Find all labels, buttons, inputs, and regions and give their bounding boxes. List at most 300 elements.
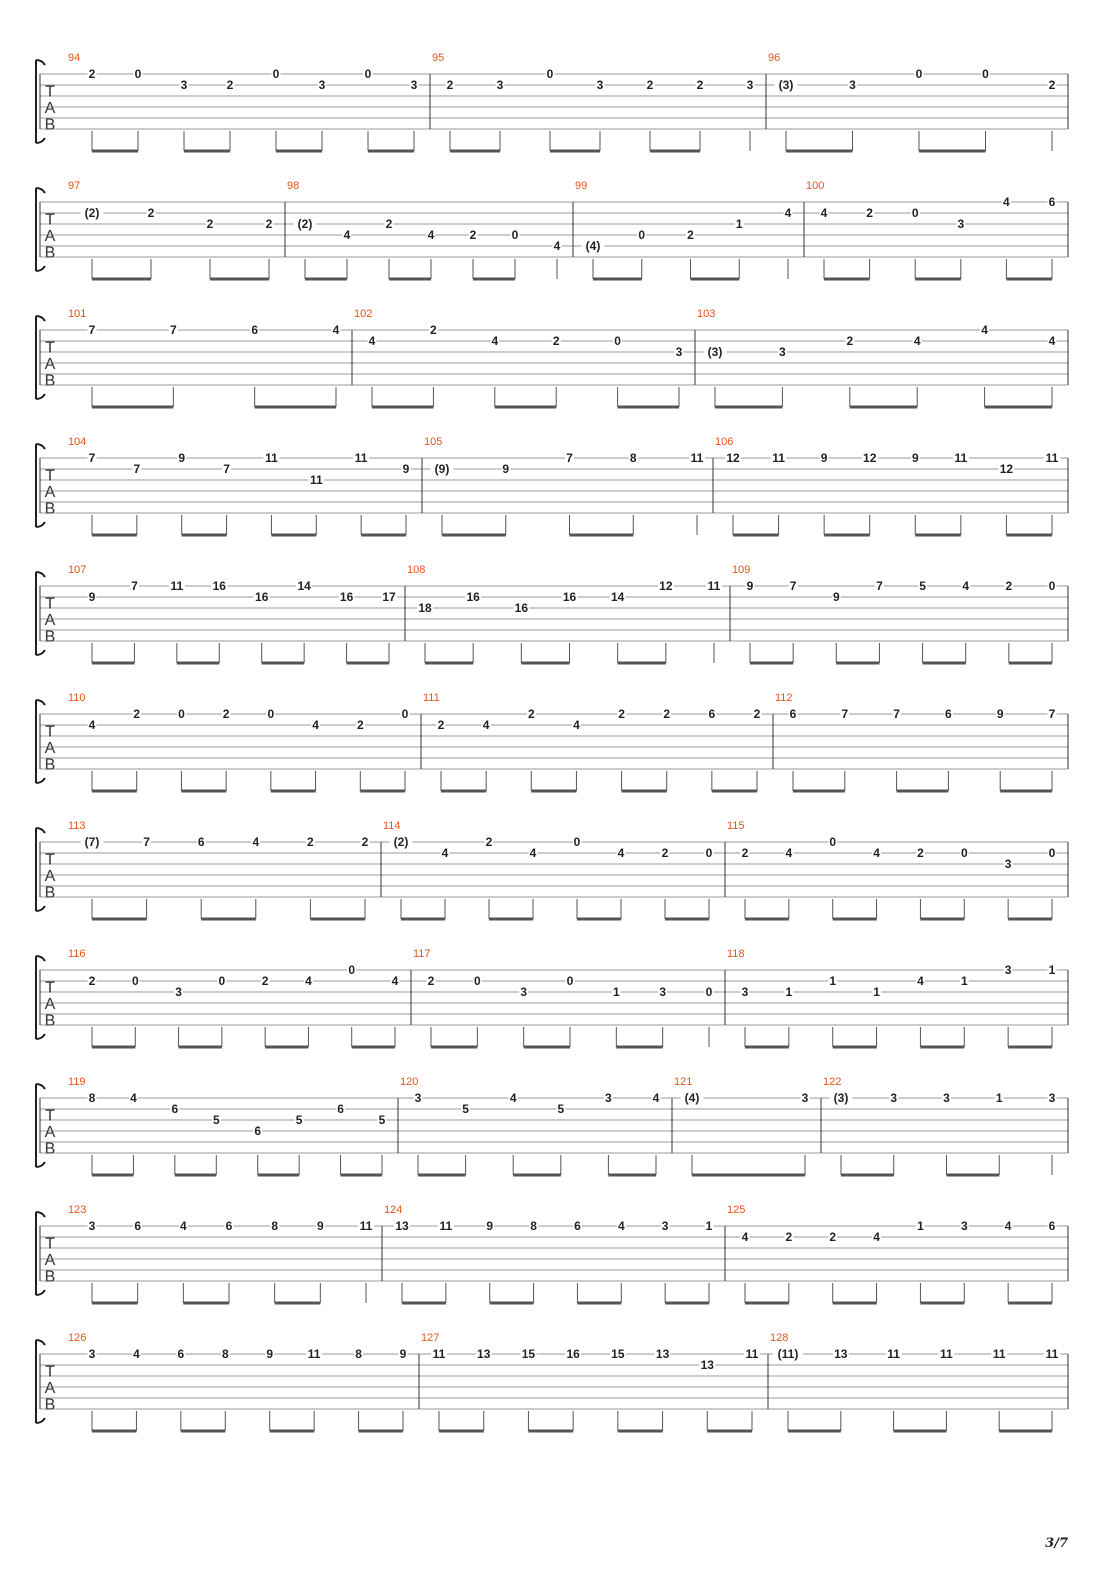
fret-number: 3 (1004, 963, 1012, 977)
fret-number: 3 (741, 985, 749, 999)
fret-number: 1 (1048, 963, 1056, 977)
bracket-bottom-hook (36, 394, 45, 399)
fret-number: 2 (206, 217, 214, 231)
fret-number: 2 (1005, 579, 1013, 593)
fret-number: 0 (364, 67, 372, 81)
fret-number: 0 (1048, 579, 1056, 593)
fret-number: 2 (261, 974, 269, 988)
fret-number: 2 (646, 78, 654, 92)
fret-number: 11 (170, 579, 184, 593)
fret-number: 3 (801, 1091, 809, 1105)
measure-number: 107 (68, 564, 87, 576)
fret-number: (4) (585, 239, 601, 253)
fret-number: 9 (746, 579, 754, 593)
tab-clef-letter: T (45, 979, 55, 997)
fret-number: 3 (1048, 1091, 1056, 1105)
tab-clef-letter: A (44, 484, 56, 501)
fret-number: 4 (962, 579, 970, 593)
fret-number: 0 (705, 985, 713, 999)
fret-number: 4 (391, 974, 399, 988)
fret-number: 9 (266, 1347, 274, 1361)
fret-number: 11 (265, 451, 278, 465)
fret-number: 2 (361, 835, 369, 849)
fret-number: 11 (992, 1347, 1006, 1361)
fret-number: 6 (1048, 1219, 1056, 1233)
measure-number: 114 (383, 820, 401, 832)
fret-number: 15 (521, 1347, 536, 1361)
fret-number: 6 (1048, 195, 1056, 209)
fret-number: 1 (829, 974, 837, 988)
fret-number: 5 (295, 1113, 303, 1127)
measure-number: 119 (68, 1076, 86, 1088)
fret-number: 9 (832, 590, 840, 604)
fret-number: 2 (88, 67, 96, 81)
fret-number: 6 (177, 1347, 185, 1361)
fret-number: 3 (605, 1091, 612, 1105)
measure-number: 124 (384, 1204, 403, 1216)
fret-number: 0 (348, 963, 356, 977)
measure-number: 116 (68, 948, 86, 960)
fret-number: 7 (169, 323, 177, 337)
fret-number: (11) (777, 1347, 799, 1361)
fret-number: 2 (663, 707, 671, 721)
tab-clef-letter: B (44, 1012, 56, 1030)
fret-number: 16 (212, 579, 226, 593)
fret-number: 1 (873, 985, 880, 999)
fret-number: 4 (873, 1230, 880, 1244)
fret-number: 2 (1048, 78, 1056, 92)
fret-number: 2 (485, 835, 493, 849)
fret-number: 4 (1003, 195, 1010, 209)
tab-clef-letter: B (44, 244, 56, 262)
fret-number: 8 (530, 1219, 537, 1233)
fret-number: 11 (432, 1347, 446, 1361)
bracket-bottom-hook (36, 906, 45, 911)
measure-number: 117 (413, 948, 431, 960)
fret-number: 6 (337, 1102, 344, 1116)
bracket-top-hook (36, 828, 45, 833)
fret-number: 0 (134, 67, 142, 81)
fret-number: 9 (316, 1219, 324, 1233)
tab-clef-letter: T (45, 1363, 55, 1381)
fret-number: 4 (1048, 334, 1056, 348)
bracket-bottom-hook (36, 138, 45, 143)
measure-number: 103 (697, 308, 716, 320)
fret-number: 8 (271, 1219, 279, 1233)
fret-number: 11 (707, 579, 721, 593)
fret-number: 5 (378, 1113, 386, 1127)
fret-number: (3) (778, 78, 794, 92)
fret-number: 1 (612, 985, 620, 999)
fret-number: 1 (995, 1091, 1003, 1105)
tab-clef-letter: A (44, 228, 56, 245)
bracket-bottom-hook (36, 1418, 45, 1423)
fret-number: 4 (741, 1230, 749, 1244)
bracket-bottom-hook (36, 1290, 45, 1295)
measure-number: 94 (68, 52, 81, 64)
fret-number: 17 (382, 590, 396, 604)
fret-number: 3 (849, 78, 856, 92)
fret-number: 4 (820, 206, 828, 220)
tab-clef-letter: T (45, 1107, 55, 1125)
fret-number: 7 (143, 835, 150, 849)
fret-number: 4 (343, 228, 351, 242)
fret-number: 5 (212, 1113, 220, 1127)
fret-number: 8 (88, 1091, 96, 1105)
measure-number: 128 (770, 1332, 789, 1344)
tab-clef-letter: B (44, 1140, 56, 1158)
fret-number: 6 (789, 707, 797, 721)
tab-clef-letter: B (44, 1396, 56, 1414)
fret-number: 0 (1048, 846, 1056, 860)
fret-number: 8 (221, 1347, 229, 1361)
fret-number: 11 (772, 451, 785, 465)
fret-number: 9 (88, 590, 96, 604)
measure-number: 96 (768, 52, 781, 64)
fret-number: 0 (960, 846, 968, 860)
tab-clef-letter: A (44, 1124, 56, 1141)
fret-number: 16 (562, 590, 577, 604)
measure-number: 106 (715, 436, 734, 448)
fret-number: 2 (437, 718, 445, 732)
fret-number: 4 (368, 334, 376, 348)
fret-number: 13 (395, 1219, 409, 1233)
measure-number: 111 (423, 692, 440, 704)
fret-number: 11 (954, 451, 968, 465)
fret-number: 2 (917, 846, 924, 860)
fret-number: 2 (785, 1230, 793, 1244)
fret-number: 3 (675, 345, 683, 359)
tab-clef-letter: A (44, 868, 56, 885)
fret-number: 0 (511, 228, 519, 242)
fret-number: 2 (226, 78, 234, 92)
fret-number: 4 (617, 1219, 625, 1233)
fret-number: 2 (696, 78, 704, 92)
fret-number: 7 (131, 579, 138, 593)
fret-number: 7 (893, 707, 900, 721)
tab-clef-letter: A (44, 740, 56, 757)
fret-number: 16 (339, 590, 354, 604)
fret-number: 2 (753, 707, 761, 721)
tab-clef-letter: T (45, 723, 55, 741)
fret-number: 0 (473, 974, 481, 988)
fret-number: 7 (1048, 707, 1056, 721)
measure-number: 110 (68, 692, 86, 704)
measure-number: 100 (806, 180, 825, 192)
fret-number: 9 (178, 451, 186, 465)
fret-number: 6 (171, 1102, 179, 1116)
fret-number: 0 (401, 707, 409, 721)
fret-number: 4 (981, 323, 988, 337)
fret-number: 5 (462, 1102, 469, 1116)
bracket-top-hook (36, 188, 45, 193)
fret-number: 11 (887, 1347, 900, 1361)
fret-number: 0 (546, 67, 554, 81)
fret-number: 3 (890, 1091, 898, 1105)
tab-clef-letter: B (44, 628, 56, 646)
tab-clef-letter: T (45, 467, 55, 485)
fret-number: 2 (618, 707, 625, 721)
fret-number: 3 (88, 1219, 96, 1233)
tab-clef-letter: A (44, 100, 56, 117)
bracket-bottom-hook (36, 1162, 45, 1167)
fret-number: 2 (469, 228, 477, 242)
fret-number: 9 (399, 1347, 407, 1361)
fret-number: 7 (133, 462, 141, 476)
tab-clef-letter: T (45, 1235, 55, 1253)
fret-number: (4) (684, 1091, 700, 1105)
fret-number: 4 (617, 846, 625, 860)
bracket-top-hook (36, 956, 45, 961)
tab-clef-letter: T (45, 851, 55, 869)
fret-number: 18 (418, 601, 432, 615)
tab-clef-letter: A (44, 356, 56, 373)
bracket-bottom-hook (36, 650, 45, 655)
fret-number: 2 (741, 846, 749, 860)
fret-number: 3 (175, 985, 182, 999)
fret-number: 4 (332, 323, 340, 337)
fret-number: 5 (919, 579, 926, 593)
fret-number: 3 (779, 345, 786, 359)
fret-number: 2 (265, 217, 273, 231)
fret-number: 4 (133, 1347, 140, 1361)
fret-number: 3 (1004, 857, 1012, 871)
fret-number: 7 (876, 579, 883, 593)
fret-number: 7 (223, 462, 230, 476)
fret-number: 4 (491, 334, 499, 348)
fret-number: 6 (574, 1219, 581, 1233)
fret-number: 3 (746, 78, 754, 92)
fret-number: 11 (690, 451, 704, 465)
measure-number: 98 (287, 180, 300, 192)
fret-number: 3 (88, 1347, 96, 1361)
fret-number: 2 (829, 1230, 837, 1244)
measure-number: 115 (727, 820, 745, 832)
fret-number: 3 (496, 78, 504, 92)
fret-number: (2) (297, 217, 313, 231)
fret-number: 2 (147, 206, 155, 220)
fret-number: 0 (638, 228, 646, 242)
fret-number: 6 (708, 707, 716, 721)
fret-number: 11 (307, 1347, 321, 1361)
measure-number: 102 (354, 308, 373, 320)
bracket-top-hook (36, 1084, 45, 1089)
fret-number: 14 (610, 590, 625, 604)
fret-number: 6 (134, 1219, 142, 1233)
fret-number: 0 (131, 974, 139, 988)
fret-number: 4 (917, 974, 924, 988)
fret-number: 2 (661, 846, 669, 860)
fret-number: 11 (745, 1347, 759, 1361)
measure-number: 113 (68, 820, 86, 832)
page-number: 3/7 (1045, 1536, 1068, 1551)
fret-number: 7 (789, 579, 797, 593)
fret-number: (9) (434, 462, 450, 476)
fret-number: 6 (251, 323, 259, 337)
fret-number: 0 (178, 707, 185, 721)
bracket-bottom-hook (36, 1034, 45, 1039)
fret-number: 2 (446, 78, 454, 92)
fret-number: 9 (402, 462, 410, 476)
fret-number: 3 (318, 78, 326, 92)
fret-number: 1 (917, 1219, 924, 1233)
fret-number: 11 (359, 1219, 373, 1233)
fret-number: 2 (222, 707, 230, 721)
fret-number: 4 (509, 1091, 517, 1105)
tab-clef-letter: A (44, 996, 56, 1013)
fret-number: 11 (1045, 1347, 1059, 1361)
measure-number: 105 (424, 436, 443, 448)
fret-number: 4 (441, 846, 449, 860)
measure-number: 99 (575, 180, 588, 192)
tab-clef-letter: A (44, 612, 56, 629)
measure-number: 127 (421, 1332, 440, 1344)
fret-number: 12 (659, 579, 673, 593)
fret-number: 3 (659, 985, 667, 999)
tab-clef-letter: T (45, 339, 55, 357)
fret-number: 2 (307, 835, 314, 849)
fret-number: 4 (305, 974, 312, 988)
fret-number: 6 (254, 1124, 262, 1138)
fret-number: 2 (385, 217, 393, 231)
fret-number: 6 (197, 835, 205, 849)
measure-number: 112 (775, 692, 793, 704)
fret-number: 2 (687, 228, 694, 242)
fret-number: 0 (915, 67, 923, 81)
fret-number: 0 (218, 974, 226, 988)
fret-number: 3 (960, 1219, 968, 1233)
fret-number: 4 (427, 228, 435, 242)
fret-number: 2 (552, 334, 560, 348)
fret-number: 0 (911, 206, 919, 220)
fret-number: 4 (784, 206, 792, 220)
fret-number: 9 (820, 451, 828, 465)
fret-number: 14 (297, 579, 311, 593)
bracket-bottom-hook (36, 266, 45, 271)
fret-number: 4 (179, 1219, 187, 1233)
fret-number: 15 (611, 1347, 625, 1361)
tab-clef-letter: T (45, 595, 55, 613)
fret-number: 9 (502, 462, 510, 476)
fret-number: 13 (477, 1347, 491, 1361)
fret-number: 3 (661, 1219, 669, 1233)
tab-clef-letter: B (44, 372, 56, 390)
measure-number: 104 (68, 436, 87, 448)
measure-number: 121 (674, 1076, 693, 1088)
measure-number: 95 (432, 52, 445, 64)
fret-number: 3 (520, 985, 528, 999)
measure-number: 126 (68, 1332, 87, 1344)
fret-number: 9 (486, 1219, 494, 1233)
bracket-top-hook (36, 444, 45, 449)
fret-number: 4 (529, 846, 537, 860)
fret-number: 2 (846, 334, 854, 348)
fret-number: 7 (566, 451, 573, 465)
tab-clef-letter: B (44, 116, 56, 134)
fret-number: 16 (514, 601, 529, 615)
fret-number: 4 (88, 718, 96, 732)
tab-clef-letter: B (44, 756, 56, 774)
bracket-top-hook (36, 700, 45, 705)
fret-number: 3 (180, 78, 188, 92)
fret-number: 4 (312, 718, 319, 732)
fret-number: 0 (705, 846, 713, 860)
measure-number: 97 (68, 180, 81, 192)
fret-number: 1 (705, 1219, 713, 1233)
fret-number: 1 (960, 974, 968, 988)
fret-number: (7) (84, 835, 100, 849)
measure-number: 122 (823, 1076, 842, 1088)
fret-number: (3) (707, 345, 723, 359)
fret-number: 4 (573, 718, 580, 732)
fret-number: 3 (957, 217, 965, 231)
fret-number: 9 (911, 451, 919, 465)
fret-number: 3 (414, 1091, 422, 1105)
fret-number: 4 (785, 846, 793, 860)
measure-number: 101 (68, 308, 87, 320)
fret-number: 11 (309, 473, 323, 487)
bracket-bottom-hook (36, 522, 45, 527)
fret-number: 13 (700, 1358, 714, 1372)
fret-number: 2 (88, 974, 96, 988)
measure-number: 118 (727, 948, 745, 960)
fret-number: 2 (866, 206, 873, 220)
bracket-top-hook (36, 60, 45, 65)
fret-number: 4 (252, 835, 260, 849)
fret-number: 0 (267, 707, 275, 721)
fret-number: 4 (652, 1091, 660, 1105)
tab-clef-letter: A (44, 1252, 56, 1269)
fret-number: 2 (133, 707, 141, 721)
fret-number: 0 (566, 974, 574, 988)
fret-number: 5 (557, 1102, 565, 1116)
fret-number: 6 (225, 1219, 233, 1233)
fret-number: 11 (439, 1219, 453, 1233)
fret-number: 9 (996, 707, 1004, 721)
fret-number: 3 (596, 78, 604, 92)
measure-number: 123 (68, 1204, 87, 1216)
fret-number: 4 (1004, 1219, 1012, 1233)
fret-number: 11 (1045, 451, 1059, 465)
fret-number: 3 (943, 1091, 950, 1105)
fret-number: 4 (873, 846, 880, 860)
bracket-bottom-hook (36, 778, 45, 783)
fret-number: 1 (735, 217, 743, 231)
fret-number: 2 (427, 974, 435, 988)
fret-number: 0 (982, 67, 989, 81)
fret-number: 8 (355, 1347, 362, 1361)
bracket-top-hook (36, 1340, 45, 1345)
fret-number: 7 (841, 707, 849, 721)
fret-number: (2) (84, 206, 100, 220)
fret-number: 7 (88, 323, 96, 337)
tab-clef-letter: T (45, 211, 55, 229)
bracket-top-hook (36, 316, 45, 321)
fret-number: 2 (356, 718, 364, 732)
measure-number: 108 (407, 564, 426, 576)
fret-number: 16 (566, 1347, 580, 1361)
fret-number: 8 (629, 451, 637, 465)
fret-number: 1 (785, 985, 793, 999)
fret-number: 0 (272, 67, 280, 81)
bracket-top-hook (36, 572, 45, 577)
fret-number: 4 (130, 1091, 137, 1105)
fret-number: 6 (945, 707, 952, 721)
fret-number: 2 (527, 707, 535, 721)
tab-clef-letter: B (44, 1268, 56, 1286)
fret-number: 7 (88, 451, 96, 465)
fret-number: 13 (834, 1347, 848, 1361)
